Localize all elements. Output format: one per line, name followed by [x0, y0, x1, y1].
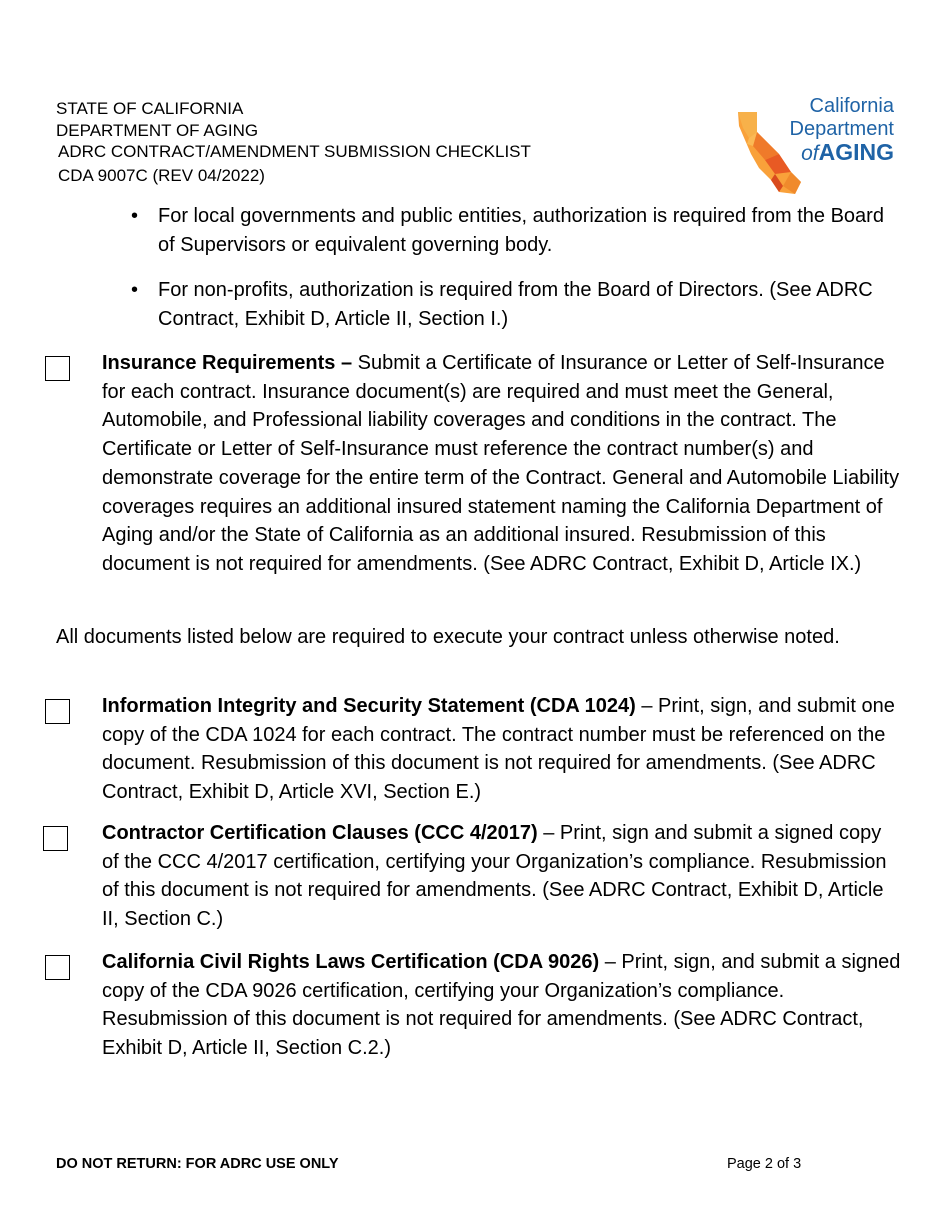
item-text: – Print, sign, and submit a signed copy of the CDA 9026 certification, certifying your Organization’s compliance. Resubmission of this document is not required for amendments. (See ADRC Contract, Exhibit D, Article II, Section C.2.) — [102, 951, 901, 1060]
list-item — [131, 276, 898, 333]
checklist-item-ccc — [102, 819, 902, 934]
item-title: California Civil Rights Laws Certification (CDA 9026) — [102, 951, 600, 973]
logo-text-department: Department — [789, 118, 894, 140]
header-department: DEPARTMENT OF AGING — [56, 121, 259, 140]
ccc-checkbox[interactable] — [43, 826, 68, 851]
checklist-item-insurance — [102, 349, 902, 579]
bullet-text: For local governments and public entities, authorization is required from the Board of Supervisors or equivalent governing body. — [158, 205, 884, 256]
logo-text-of: of — [801, 142, 819, 165]
item-title: Insurance Requirements – — [102, 352, 353, 374]
item-text: – Print, sign, and submit one copy of the CDA 1024 for each contract. The contract number must be referenced on the document. Resubmission of this document is not required for amendments. (See ADRC Contract, Exhibit D, Article XVI, Section E.) — [102, 695, 895, 804]
cda9026-checkbox[interactable] — [45, 955, 70, 980]
page-number: Page 2 of 3 — [727, 1156, 802, 1172]
item-text: – Print, sign and submit a signed copy of the CCC 4/2017 certification, certifying your Organization’s compliance. Resubmission of this document is not required for amendments. (See ADRC Contract, Exhibit D, Article II, Section C.) — [102, 822, 887, 931]
logo-text-of-aging — [801, 138, 894, 168]
bullet-glyph: • — [131, 205, 139, 227]
item-title: Contractor Certification Clauses (CCC 4/2017) — [102, 822, 538, 844]
cda-logo — [735, 94, 900, 196]
checklist-item-cda9026 — [102, 948, 902, 1063]
documents-note: All documents listed below are required to execute your contract unless otherwise noted. — [56, 626, 840, 648]
item-text: Submit a Certificate of Insurance or Letter of Self-Insurance for each contract. Insurance document(s) are required and must meet the General, Automobile, and Professional liability coverages and conditions in the contract. The Certificate or Letter of Self-Insurance must reference the contract number(s) and demonstrate coverage for the entire term of the Contract. General and Automobile Liability coverages requires an additional insured statement naming the California Department of Aging and/or the State of California as an additional insured. Resubmission of this document is not required for amendments. (See ADRC Contract, Exhibit D, Article IX.) — [102, 352, 900, 575]
bullet-text: For non-profits, authorization is required from the Board of Directors. (See ADRC Contract, Exhibit D, Article II, Section I.) — [158, 279, 873, 330]
item-title: Information Integrity and Security Statement (CDA 1024) — [102, 695, 636, 717]
list-item — [131, 202, 898, 259]
insurance-checkbox[interactable] — [45, 356, 70, 381]
header-form-title: ADRC CONTRACT/AMENDMENT SUBMISSION CHECKLIST — [58, 142, 531, 161]
footer-notice: DO NOT RETURN: FOR ADRC USE ONLY — [56, 1156, 339, 1172]
logo-text-aging: AGING — [818, 139, 894, 165]
bullet-glyph: • — [131, 279, 139, 301]
header-form-number: CDA 9007C (REV 04/2022) — [58, 166, 265, 185]
logo-text-california: California — [809, 95, 894, 117]
cda1024-checkbox[interactable] — [45, 699, 70, 724]
checklist-item-cda1024 — [102, 692, 902, 807]
header-state: STATE OF CALIFORNIA — [56, 99, 244, 118]
